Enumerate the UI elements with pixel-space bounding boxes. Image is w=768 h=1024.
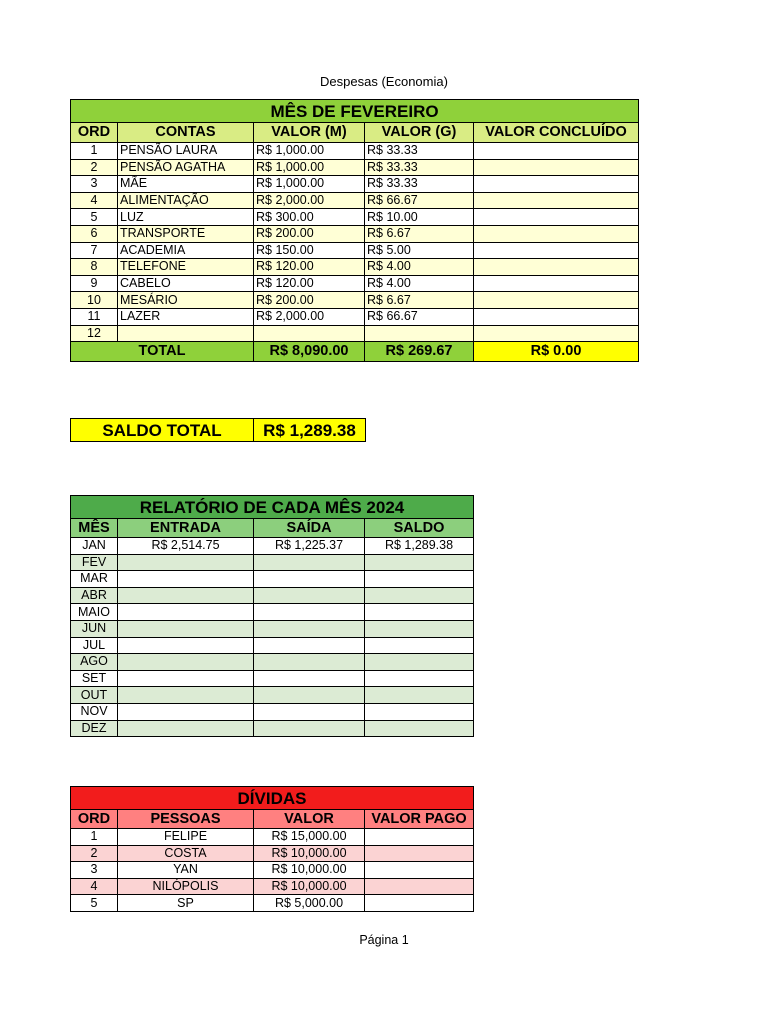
table-cell: YAN <box>118 862 254 879</box>
header-pessoas: PESSOAS <box>118 810 254 829</box>
table-cell: R$ 10.00 <box>365 209 474 226</box>
table-cell: 8 <box>71 259 118 276</box>
table-cell: 11 <box>71 308 118 325</box>
table-cell <box>365 878 474 895</box>
table-cell <box>365 571 474 588</box>
debts-header-row <box>71 810 474 829</box>
table-cell: DEZ <box>71 720 118 737</box>
expense-row <box>71 292 639 309</box>
table-cell: R$ 1,000.00 <box>254 159 365 176</box>
table-cell: 7 <box>71 242 118 259</box>
table-cell: 10 <box>71 292 118 309</box>
table-cell: ALIMENTAÇÃO <box>118 192 254 209</box>
table-cell: R$ 200.00 <box>254 225 365 242</box>
table-cell <box>118 325 254 342</box>
table-cell <box>254 620 365 637</box>
table-cell: 4 <box>71 878 118 895</box>
table-cell: TRANSPORTE <box>118 225 254 242</box>
header-ord: ORD <box>71 123 118 143</box>
table-cell: R$ 66.67 <box>365 192 474 209</box>
expenses-total-row <box>71 342 639 362</box>
expense-row <box>71 159 639 176</box>
table-cell: 12 <box>71 325 118 342</box>
table-cell <box>254 703 365 720</box>
table-cell <box>254 587 365 604</box>
table-cell: 6 <box>71 225 118 242</box>
page-title: Despesas (Economia) <box>320 74 448 89</box>
table-cell: R$ 10,000.00 <box>254 878 365 895</box>
table-cell <box>254 571 365 588</box>
table-cell <box>365 325 474 342</box>
table-cell: 1 <box>71 143 118 160</box>
table-cell: R$ 33.33 <box>365 159 474 176</box>
table-cell: R$ 10,000.00 <box>254 862 365 879</box>
table-cell: JUN <box>71 620 118 637</box>
table-cell <box>118 554 254 571</box>
expenses-title: MÊS DE FEVEREIRO <box>71 100 639 123</box>
table-cell <box>474 242 639 259</box>
report-header-row <box>71 519 474 538</box>
expense-row <box>71 308 639 325</box>
table-cell: R$ 5,000.00 <box>254 895 365 912</box>
table-cell <box>118 654 254 671</box>
table-cell <box>365 845 474 862</box>
report-title: RELATÓRIO DE CADA MÊS 2024 <box>71 496 474 519</box>
header-contas: CONTAS <box>118 123 254 143</box>
table-cell <box>254 720 365 737</box>
table-cell <box>365 703 474 720</box>
expense-row <box>71 192 639 209</box>
debt-row <box>71 862 474 879</box>
table-cell: R$ 2,514.75 <box>118 538 254 555</box>
table-cell <box>474 209 639 226</box>
debt-row <box>71 895 474 912</box>
saldo-value: R$ 1,289.38 <box>254 419 366 442</box>
table-cell <box>365 554 474 571</box>
table-cell: R$ 4.00 <box>365 259 474 276</box>
table-cell: R$ 300.00 <box>254 209 365 226</box>
table-cell <box>365 620 474 637</box>
table-cell: FELIPE <box>118 829 254 846</box>
table-cell <box>474 176 639 193</box>
table-cell <box>254 654 365 671</box>
header-valor-concluido: VALOR CONCLUÍDO <box>474 123 639 143</box>
debt-row <box>71 878 474 895</box>
table-cell: JAN <box>71 538 118 555</box>
table-cell: SET <box>71 670 118 687</box>
table-cell <box>254 670 365 687</box>
header-ord: ORD <box>71 810 118 829</box>
table-cell <box>254 637 365 654</box>
table-cell: 2 <box>71 159 118 176</box>
table-cell: OUT <box>71 687 118 704</box>
table-cell <box>118 604 254 621</box>
header-entrada: ENTRADA <box>118 519 254 538</box>
expenses-table <box>70 99 639 362</box>
report-row <box>71 654 474 671</box>
expense-row <box>71 259 639 276</box>
table-cell: R$ 200.00 <box>254 292 365 309</box>
table-cell: R$ 1,225.37 <box>254 538 365 555</box>
expense-row <box>71 209 639 226</box>
table-cell <box>474 259 639 276</box>
expense-row <box>71 275 639 292</box>
report-row <box>71 538 474 555</box>
table-cell <box>118 620 254 637</box>
report-row <box>71 620 474 637</box>
table-cell <box>118 720 254 737</box>
table-cell <box>474 143 639 160</box>
expense-row <box>71 242 639 259</box>
expense-row <box>71 176 639 193</box>
header-valor: VALOR <box>254 810 365 829</box>
table-cell <box>118 637 254 654</box>
table-cell <box>118 703 254 720</box>
table-cell: 3 <box>71 862 118 879</box>
table-cell <box>365 829 474 846</box>
table-cell <box>118 587 254 604</box>
header-mes: MÊS <box>71 519 118 538</box>
total-label: TOTAL <box>71 342 254 362</box>
table-cell <box>365 687 474 704</box>
expense-row <box>71 143 639 160</box>
table-cell <box>365 604 474 621</box>
total-valor-m: R$ 8,090.00 <box>254 342 365 362</box>
table-cell: LUZ <box>118 209 254 226</box>
table-cell: NILÓPOLIS <box>118 878 254 895</box>
report-table <box>70 495 474 737</box>
table-cell <box>365 654 474 671</box>
debts-title: DÍVIDAS <box>71 787 474 810</box>
saldo-label: SALDO TOTAL <box>71 419 254 442</box>
table-cell <box>118 571 254 588</box>
table-cell: ACADEMIA <box>118 242 254 259</box>
table-cell: 1 <box>71 829 118 846</box>
table-cell: R$ 33.33 <box>365 143 474 160</box>
report-row <box>71 687 474 704</box>
table-cell: 3 <box>71 176 118 193</box>
table-cell <box>365 587 474 604</box>
table-cell <box>365 895 474 912</box>
expense-row <box>71 225 639 242</box>
header-valor-pago: VALOR PAGO <box>365 810 474 829</box>
expense-row <box>71 325 639 342</box>
report-row <box>71 571 474 588</box>
table-cell: R$ 150.00 <box>254 242 365 259</box>
table-cell: 5 <box>71 895 118 912</box>
total-valor-g: R$ 269.67 <box>365 342 474 362</box>
table-cell: LAZER <box>118 308 254 325</box>
total-valor-concluido: R$ 0.00 <box>474 342 639 362</box>
table-cell: R$ 6.67 <box>365 292 474 309</box>
table-cell <box>365 720 474 737</box>
saldo-table <box>70 418 366 442</box>
table-cell <box>365 637 474 654</box>
report-row <box>71 637 474 654</box>
table-cell <box>474 308 639 325</box>
table-cell: MAIO <box>71 604 118 621</box>
table-cell: MAR <box>71 571 118 588</box>
debt-row <box>71 845 474 862</box>
table-cell <box>474 159 639 176</box>
report-row <box>71 720 474 737</box>
report-row <box>71 604 474 621</box>
table-cell <box>365 670 474 687</box>
debts-table <box>70 786 474 912</box>
table-cell: R$ 10,000.00 <box>254 845 365 862</box>
table-cell <box>474 292 639 309</box>
table-cell: R$ 1,289.38 <box>365 538 474 555</box>
table-cell: 9 <box>71 275 118 292</box>
table-cell: R$ 33.33 <box>365 176 474 193</box>
table-cell: AGO <box>71 654 118 671</box>
table-cell: R$ 15,000.00 <box>254 829 365 846</box>
table-cell: R$ 120.00 <box>254 259 365 276</box>
table-cell: R$ 6.67 <box>365 225 474 242</box>
table-cell: R$ 4.00 <box>365 275 474 292</box>
table-cell: R$ 5.00 <box>365 242 474 259</box>
table-cell <box>254 554 365 571</box>
header-saida: SAÍDA <box>254 519 365 538</box>
table-cell: 5 <box>71 209 118 226</box>
header-valor-g: VALOR (G) <box>365 123 474 143</box>
table-cell <box>365 862 474 879</box>
expenses-header-row <box>71 123 639 143</box>
table-cell: R$ 1,000.00 <box>254 143 365 160</box>
table-cell: R$ 2,000.00 <box>254 192 365 209</box>
report-row <box>71 554 474 571</box>
table-cell: PENSÃO LAURA <box>118 143 254 160</box>
table-cell <box>254 604 365 621</box>
table-cell <box>254 325 365 342</box>
debt-row <box>71 829 474 846</box>
report-row <box>71 703 474 720</box>
table-cell: R$ 120.00 <box>254 275 365 292</box>
table-cell <box>474 275 639 292</box>
header-saldo: SALDO <box>365 519 474 538</box>
table-cell: SP <box>118 895 254 912</box>
table-cell: JUL <box>71 637 118 654</box>
table-cell: NOV <box>71 703 118 720</box>
table-cell: FEV <box>71 554 118 571</box>
table-cell: PENSÃO AGATHA <box>118 159 254 176</box>
table-cell: ABR <box>71 587 118 604</box>
table-cell: MESÁRIO <box>118 292 254 309</box>
table-cell: MÃE <box>118 176 254 193</box>
table-cell <box>474 192 639 209</box>
report-row <box>71 587 474 604</box>
table-cell <box>118 670 254 687</box>
header-valor-m: VALOR (M) <box>254 123 365 143</box>
table-cell: R$ 66.67 <box>365 308 474 325</box>
table-cell: 2 <box>71 845 118 862</box>
table-cell <box>474 325 639 342</box>
table-cell <box>474 225 639 242</box>
table-cell: CABELO <box>118 275 254 292</box>
table-cell: R$ 2,000.00 <box>254 308 365 325</box>
table-cell: R$ 1,000.00 <box>254 176 365 193</box>
table-cell <box>254 687 365 704</box>
table-cell: TELEFONE <box>118 259 254 276</box>
page-footer: Página 1 <box>359 933 409 947</box>
report-row <box>71 670 474 687</box>
table-cell: 4 <box>71 192 118 209</box>
table-cell <box>118 687 254 704</box>
table-cell: COSTA <box>118 845 254 862</box>
